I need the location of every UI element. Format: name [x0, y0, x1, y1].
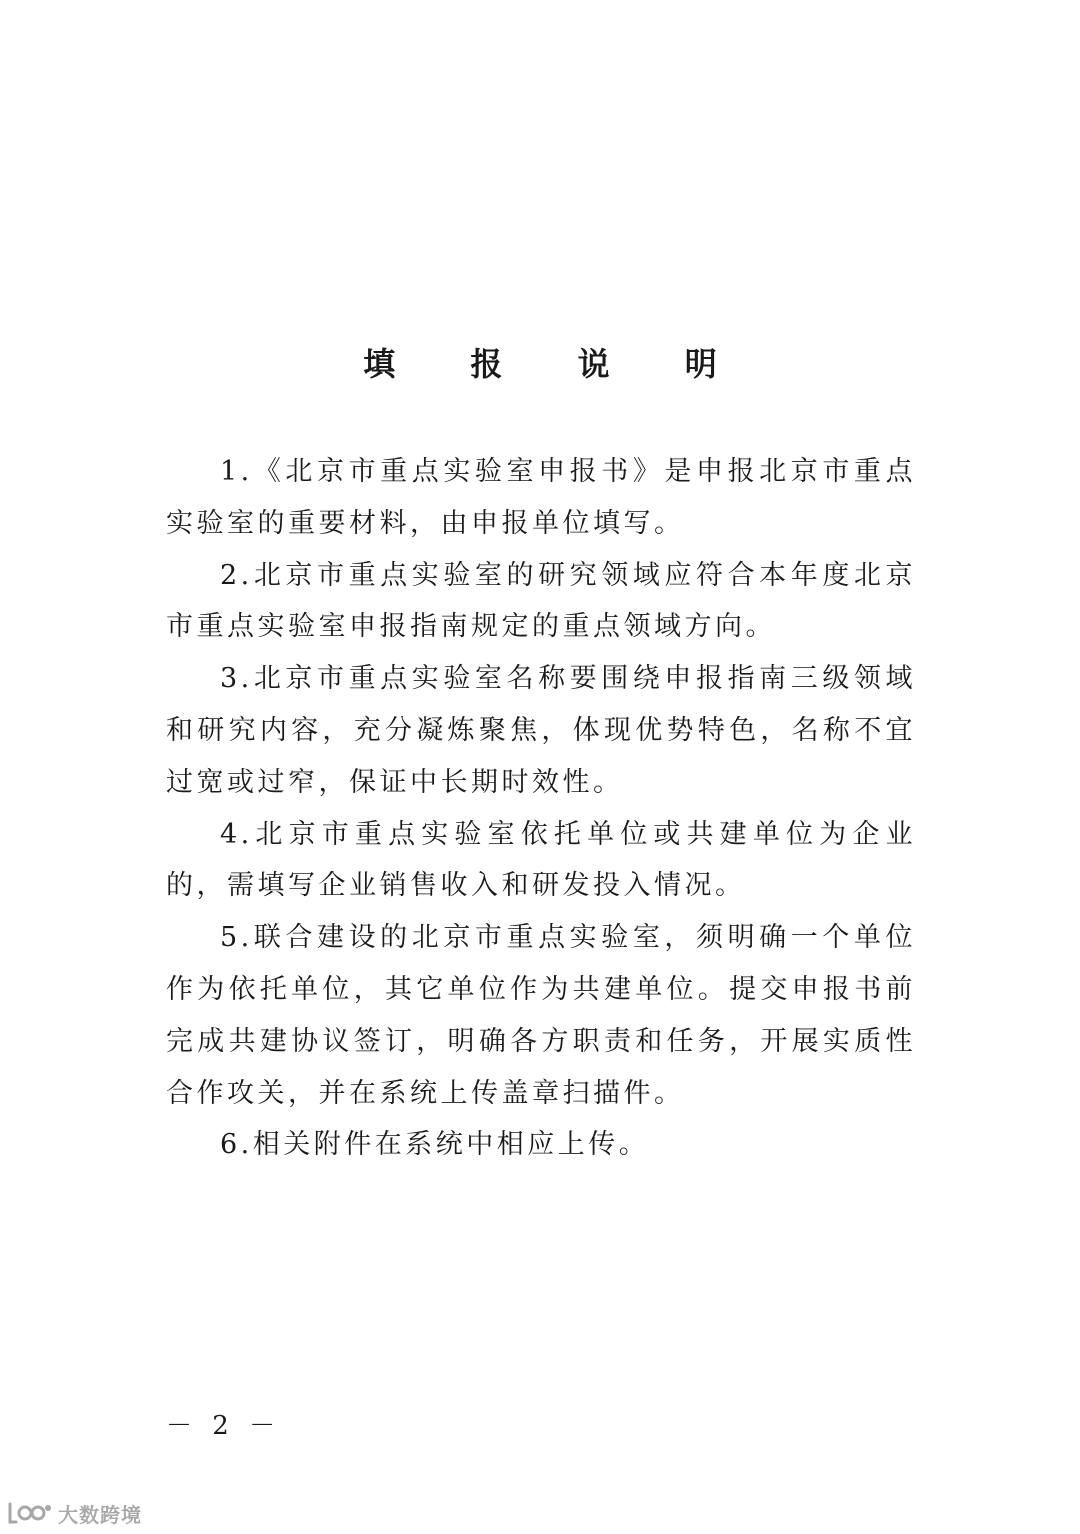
instruction-paragraph-5: 5.联合建设的北京市重点实验室，须明确一个单位作为依托单位，其它单位作为共建单位。提交申报书前完成共建协议签订，明确各方职责和任务，开展实质性合作攻关，并在系统上传盖章扫描件。	[166, 922, 916, 1109]
instruction-paragraph-3: 3.北京市重点实验室名称要围绕申报指南三级领域和研究内容，充分凝炼聚焦，体现优势特色，名称不宜过宽或过窄，保证中长期时效性。	[166, 663, 916, 798]
page-number: － 2 －	[166, 1411, 282, 1441]
watermark-text: 大数跨境	[58, 1502, 142, 1527]
instruction-paragraph-6: 6.相关附件在系统中相应上传。	[220, 1129, 650, 1161]
instruction-paragraph-1: 1.《北京市重点实验室申报书》是申报北京市重点实验室的重要材料，由申报单位填写。	[166, 456, 916, 539]
brand-logo-icon	[6, 1500, 52, 1526]
instruction-paragraph-4: 4.北京市重点实验室依托单位或共建单位为企业的，需填写企业销售收入和研发投入情况。	[166, 818, 916, 902]
instructions-body	[166, 446, 916, 1171]
instruction-paragraph-2: 2.北京市重点实验室的研究领域应符合本年度北京市重点实验室申报指南规定的重点领域方向。	[166, 559, 916, 643]
page-title: 填 报 说 明	[363, 345, 749, 383]
watermark	[6, 1498, 142, 1528]
